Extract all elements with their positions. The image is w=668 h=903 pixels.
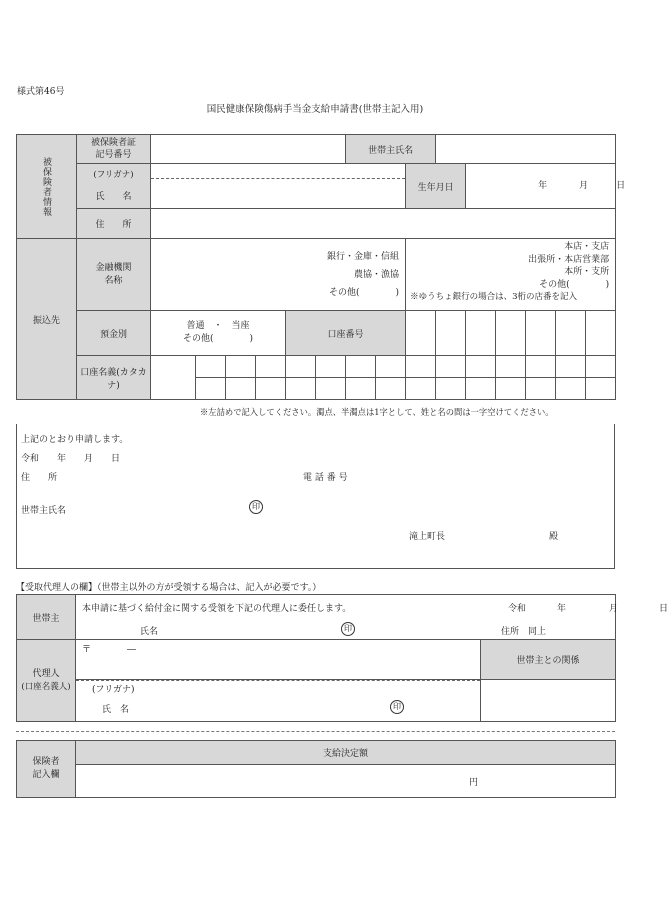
kana-box[interactable] — [526, 356, 556, 378]
application-date[interactable]: 令和 年 月 日 — [21, 454, 121, 464]
agent-seal-mark: 印 — [390, 700, 404, 714]
form-title: 国民健康保険傷病手当金支給申請書(世帯主記入用) — [206, 104, 424, 115]
relationship-label: 世帯主との関係 — [481, 640, 616, 680]
insured-info-section-label: 被保険者情報 — [17, 135, 77, 239]
insured-transfer-table — [16, 134, 626, 400]
kana-box[interactable] — [556, 378, 586, 400]
proxy-householder-label: 世帯主 — [17, 595, 76, 640]
kana-box[interactable] — [436, 356, 466, 378]
account-name-note: ※左詰めで記入してください。濁点、半濁点は1字として、姓と名の間は一字空けてください。 — [198, 405, 614, 419]
transfer-section-label: 振込先 — [17, 239, 77, 400]
account-name-blank — [151, 356, 196, 400]
birthdate-label: 生年月日 — [406, 164, 466, 209]
cert-number-field[interactable] — [151, 135, 346, 164]
cert-number-label: 被保険者証 記号番号 — [77, 135, 151, 164]
proxy-heading: 【受取代理人の欄】（世帯主以外の方が受領する場合は、記入が必要です。） — [16, 583, 322, 593]
decided-amount-label: 支給決定額 — [76, 741, 616, 765]
kana-box[interactable] — [196, 356, 226, 378]
insured-name-field[interactable] — [151, 164, 406, 209]
kana-box[interactable] — [466, 356, 496, 378]
account-digit-5[interactable] — [526, 311, 556, 356]
kana-box[interactable] — [406, 356, 436, 378]
kana-box[interactable] — [376, 356, 406, 378]
kana-box[interactable] — [256, 356, 286, 378]
relationship-field[interactable] — [481, 680, 616, 722]
kana-box[interactable] — [196, 378, 226, 400]
account-digit-3[interactable] — [466, 311, 496, 356]
phone-label: 電 話 番 号 — [303, 473, 348, 483]
proxy-table — [16, 594, 668, 722]
form-number: 様式第46号 — [17, 87, 65, 97]
honorific: 殿 — [549, 532, 559, 542]
kana-box[interactable] — [526, 378, 556, 400]
application-block — [16, 424, 615, 569]
kana-box[interactable] — [226, 378, 256, 400]
insurer-table — [16, 740, 616, 798]
decided-amount-field[interactable] — [76, 765, 616, 798]
householder-name-label: 世帯主氏名 — [346, 135, 436, 164]
account-digit-2[interactable] — [436, 311, 466, 356]
birth-year-unit: 年 — [538, 181, 548, 191]
householder-name-field[interactable] — [436, 135, 616, 164]
yen-unit: 円 — [469, 778, 479, 788]
kana-box[interactable] — [286, 378, 316, 400]
kana-box[interactable] — [346, 356, 376, 378]
kana-box[interactable] — [346, 378, 376, 400]
deposit-type-label: 預金別 — [77, 311, 151, 356]
deposit-type-field[interactable]: 普通 ・ 当座 その他( ) — [151, 311, 286, 356]
kana-box[interactable] — [466, 378, 496, 400]
kana-box[interactable] — [406, 378, 436, 400]
address-label: 住 所 — [77, 209, 151, 239]
account-digit-4[interactable] — [496, 311, 526, 356]
kana-box[interactable] — [226, 356, 256, 378]
birthdate-field[interactable] — [466, 164, 626, 209]
seal-mark: 印 — [249, 500, 263, 514]
account-digit-1[interactable] — [406, 311, 436, 356]
birth-month-unit: 月 — [579, 181, 589, 191]
birth-day-unit: 日 — [616, 181, 626, 191]
application-statement: 上記のとおり申請します。 — [21, 435, 129, 445]
kana-box[interactable] — [496, 378, 526, 400]
agent-name-field[interactable] — [76, 680, 481, 722]
separator-line — [16, 731, 615, 732]
addressee: 滝上町長 — [409, 532, 446, 542]
agent-label: 代理人 (口座名義人) — [17, 640, 76, 722]
agent-postal-field[interactable]: 〒 ― — [76, 640, 481, 680]
branch-name-field[interactable]: 本店・支店 出張所・本店営業部 本所・支所 その他( ) ※ゆうちょ銀行の場合は、3桁の店番を記入 — [406, 239, 616, 311]
kana-box[interactable] — [316, 356, 346, 378]
proxy-year: 年 — [557, 604, 567, 614]
kana-box[interactable] — [586, 378, 616, 400]
proxy-day: 日 — [659, 604, 668, 614]
kana-box[interactable] — [256, 378, 286, 400]
delegation-text: 本申請に基づく給付金に関する受領を下記の代理人に委任します。 — [82, 604, 352, 614]
kana-box[interactable] — [496, 356, 526, 378]
proxy-householder-field[interactable] — [76, 595, 668, 640]
applicant-householder-label: 世帯主氏名 — [21, 506, 67, 516]
kana-box[interactable] — [586, 356, 616, 378]
account-name-label: 口座名義(カタカナ) — [77, 356, 151, 400]
insured-address-field[interactable] — [151, 209, 616, 239]
proxy-name-label: 氏名 — [140, 627, 159, 637]
account-number-label: 口座番号 — [286, 311, 406, 356]
proxy-month: 月 — [609, 604, 619, 614]
kana-box[interactable] — [376, 378, 406, 400]
insurer-section-label: 保険者 記入欄 — [17, 741, 76, 798]
agent-furigana-label: (フリガナ) — [92, 685, 135, 695]
name-label-cell: (フリガナ) 氏 名 — [77, 164, 151, 209]
applicant-address-label: 住 所 — [21, 473, 58, 483]
kana-box[interactable] — [286, 356, 316, 378]
proxy-era: 令和 — [508, 604, 527, 614]
institution-label: 金融機関 名称 — [77, 239, 151, 311]
agent-name-label: 氏 名 — [102, 705, 130, 715]
account-digit-6[interactable] — [556, 311, 586, 356]
institution-name-field[interactable]: 銀行・金庫・信組 農協・漁協 その他( ) — [151, 239, 406, 311]
kana-box[interactable] — [436, 378, 466, 400]
account-digit-7[interactable] — [586, 311, 616, 356]
kana-box[interactable] — [556, 356, 586, 378]
proxy-address-same: 住所 同上 — [501, 627, 547, 637]
yucho-note: ※ゆうちょ銀行の場合は、3桁の店番を記入 — [410, 292, 577, 302]
kana-box[interactable] — [316, 378, 346, 400]
proxy-seal-mark: 印 — [341, 622, 355, 636]
